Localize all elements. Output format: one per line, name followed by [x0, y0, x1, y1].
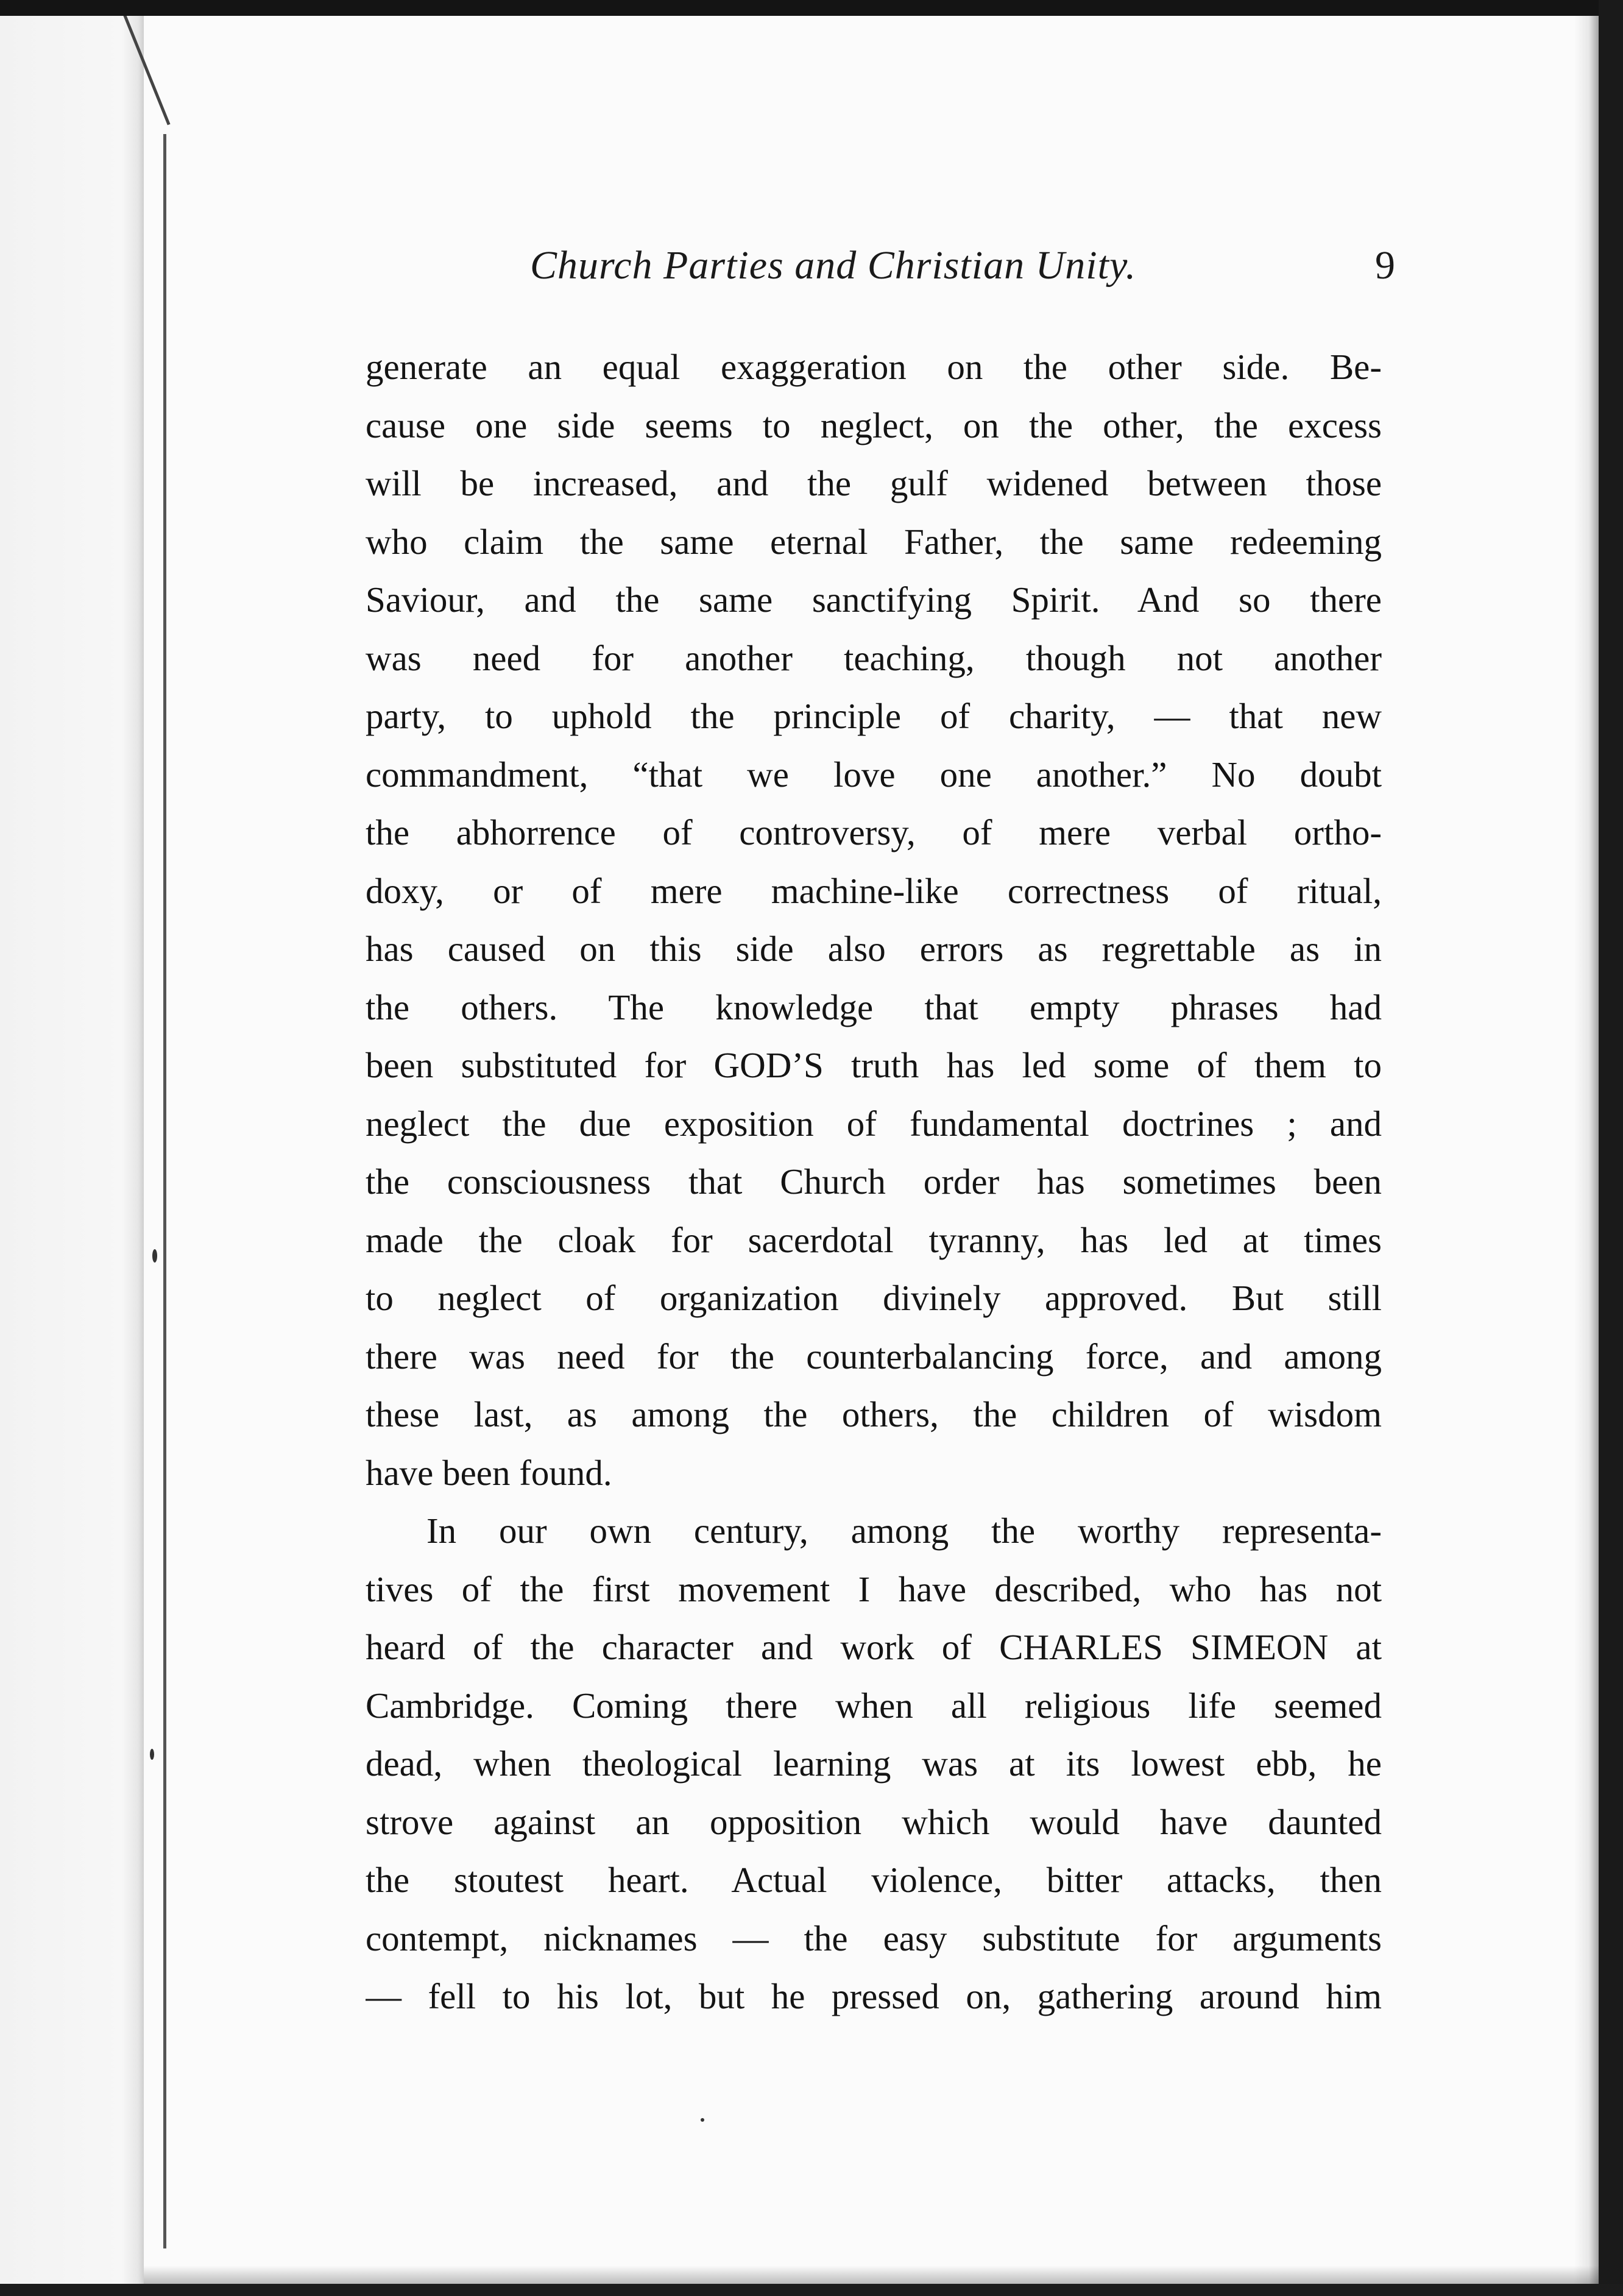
text-line: the others. The knowledge that empty phrases had [366, 987, 1382, 1027]
paragraph-2 [366, 1502, 1382, 2026]
text-line: Cambridge. Coming there when all religious life seemed [366, 1685, 1382, 1726]
text-line: cause one side seems to neglect, on the other, the excess [366, 405, 1382, 445]
text-line: — fell to his lot, but he pressed on, gathering around him [366, 1976, 1382, 2016]
running-head [530, 243, 1395, 297]
text-line: heard of the character and work of CHARLES SIMEON at [366, 1627, 1382, 1667]
running-title: Church Parties and Christian Unity. [530, 243, 1137, 288]
text-line: these last, as among the others, the children of wisdom [366, 1394, 1382, 1434]
binding-line [163, 134, 166, 2248]
text-line: have been found. [366, 1452, 612, 1493]
text-line: there was need for the counterbalancing force, and among [366, 1336, 1382, 1377]
scan-speck [150, 1749, 154, 1760]
page-gutter [0, 0, 144, 2296]
text-line: party, to uphold the principle of charity, — that new [366, 696, 1382, 736]
text-line: doxy, or of mere machine-like correctness of ritual, [366, 870, 1382, 911]
text-line: who claim the same eternal Father, the same redeeming [366, 521, 1382, 562]
scan-border-right [1599, 0, 1623, 2296]
scan-speck [152, 1249, 157, 1263]
scan-border-top [0, 0, 1623, 16]
text-line: dead, when theological learning was at its lowest ebb, he [366, 1743, 1382, 1784]
text-line: In our own century, among the worthy representa- [426, 1511, 1382, 1551]
text-line: strove against an opposition which would have daunted [366, 1801, 1382, 1842]
paragraph-1 [366, 338, 1382, 1502]
text-line: to neglect of organization divinely approved. But still [366, 1278, 1382, 1318]
text-line: generate an equal exaggeration on the other side. Be- [366, 347, 1382, 387]
text-line: been substituted for GOD’S truth has led some of them to [366, 1045, 1382, 1085]
scan-border-bottom [0, 2284, 1623, 2296]
page-edge-shadow [1574, 16, 1599, 2284]
text-line: was need for another teaching, though not another [366, 637, 1382, 678]
text-line: contempt, nicknames — the easy substitute for arguments [366, 1918, 1382, 1958]
text-line: made the cloak for sacerdotal tyranny, has led at times [366, 1219, 1382, 1260]
text-line: commandment, “that we love one another.” No doubt [366, 754, 1382, 795]
text-line: the consciousness that Church order has sometimes been [366, 1161, 1382, 1202]
text-line: will be increased, and the gulf widened between those [366, 463, 1382, 503]
text-line: tives of the first movement I have described, who has not [366, 1568, 1382, 1609]
body-text [366, 338, 1382, 2026]
text-line: Saviour, and the same sanctifying Spirit. And so there [366, 579, 1382, 620]
scan-speck [701, 2118, 704, 2122]
page-bottom-shadow [144, 2266, 1599, 2284]
text-line: neglect the due exposition of fundamental doctrines ; and [366, 1103, 1382, 1144]
text-line: the stoutest heart. Actual violence, bitter attacks, then [366, 1860, 1382, 1900]
text-line: has caused on this side also errors as regrettable as in [366, 929, 1382, 969]
page-number: 9 [1375, 243, 1395, 288]
text-line: the abhorrence of controversy, of mere verbal ortho- [366, 812, 1382, 852]
